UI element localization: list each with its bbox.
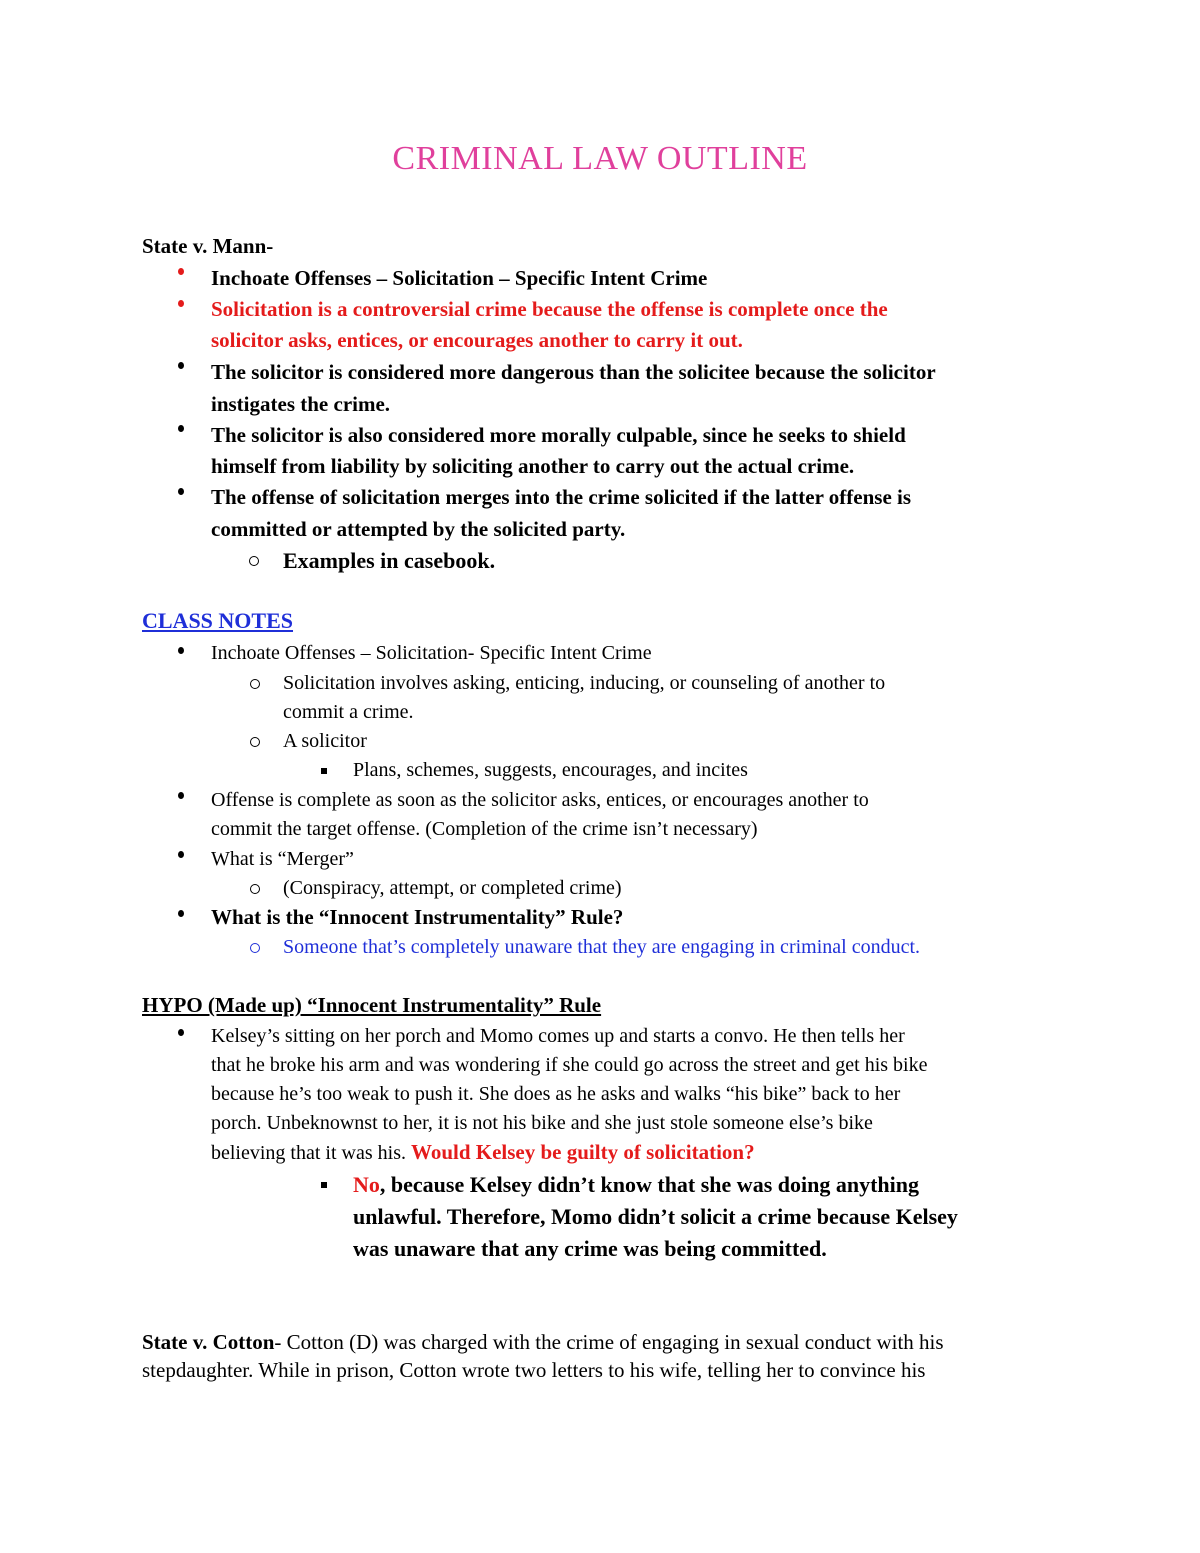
mann-bullet-3-line-1: The solicitor is considered more dangerous than the solicitee because the solicitor bbox=[211, 360, 936, 384]
sub-bullet-circle bbox=[250, 943, 260, 953]
sub-bullet-circle bbox=[250, 737, 260, 747]
mann-bullet-3-line-2: instigates the crime. bbox=[211, 392, 391, 416]
hypo-line-2: that he broke his arm and was wondering if she could go across the street and get his bike bbox=[211, 1054, 928, 1076]
mann-bullet-5-line-1: The offense of solicitation merges into the crime solicited if the latter offense is bbox=[211, 485, 912, 509]
hypo-heading: HYPO (Made up) “Innocent Instrumentality” Rule bbox=[142, 993, 602, 1017]
sub-sub-bullet-square bbox=[321, 1182, 327, 1188]
case-heading-mann: State v. Mann- bbox=[142, 234, 274, 258]
class-notes-heading: CLASS NOTES bbox=[142, 608, 294, 633]
mann-sub-bullet-1: Examples in casebook. bbox=[283, 548, 496, 573]
case-heading-cotton: State v. Cotton bbox=[142, 1330, 275, 1354]
mann-bullet-1: Inchoate Offenses – Solicitation – Specific Intent Crime bbox=[211, 266, 708, 290]
notes-bullet-1-sub-2: A solicitor bbox=[283, 730, 367, 752]
hypo-line-1: Kelsey’s sitting on her porch and Momo comes up and starts a convo. He then tells her bbox=[211, 1025, 905, 1047]
sub-bullet-circle bbox=[250, 884, 260, 894]
notes-bullet-2-line-2: commit the target offense. (Completion of the crime isn’t necessary) bbox=[211, 818, 758, 840]
bullet-dot bbox=[178, 300, 184, 307]
mann-bullet-4-line-2: himself from liability by soliciting another to carry out the actual crime. bbox=[211, 454, 855, 478]
mann-bullet-5-line-2: committed or attempted by the solicited party. bbox=[211, 517, 626, 541]
notes-bullet-3: What is “Merger” bbox=[211, 848, 354, 870]
hypo-line-5-text: believing that it was his. bbox=[211, 1142, 406, 1164]
notes-bullet-1-sub-1-line-1: Solicitation involves asking, enticing, inducing, or counseling of another to bbox=[283, 672, 886, 694]
notes-bullet-1: Inchoate Offenses – Solicitation- Specific Intent Crime bbox=[211, 642, 652, 664]
bullet-dot bbox=[178, 488, 184, 495]
mann-bullet-2-line-1: Solicitation is a controversial crime because the offense is complete once the bbox=[211, 297, 888, 321]
hypo-line-4: porch. Unbeknownst to her, it is not his bike and she just stole someone else’s bike bbox=[211, 1112, 873, 1134]
sub-bullet-circle bbox=[250, 679, 260, 689]
notes-bullet-4-sub-1: Someone that’s completely unaware that they are engaging in criminal conduct. bbox=[283, 936, 921, 958]
hypo-answer-line-3: was unaware that any crime was being committed. bbox=[353, 1236, 827, 1261]
bullet-dot bbox=[178, 647, 184, 654]
hypo-answer-line-1-text: , because Kelsey didn’t know that she was doing anything bbox=[379, 1172, 919, 1197]
sub-sub-bullet-square bbox=[321, 768, 327, 774]
hypo-line-5 bbox=[211, 1138, 755, 1168]
cotton-line-1-text: - Cotton (D) was charged with the crime of engaging in sexual conduct with his bbox=[274, 1330, 944, 1354]
hypo-answer-no: No bbox=[353, 1172, 380, 1197]
bullet-dot bbox=[178, 362, 184, 369]
hypo-answer-line-2: unlawful. Therefore, Momo didn’t solicit a crime because Kelsey bbox=[353, 1204, 958, 1229]
hypo-question: Would Kelsey be guilty of solicitation? bbox=[410, 1140, 755, 1164]
notes-bullet-4: What is the “Innocent Instrumentality” Rule? bbox=[211, 905, 624, 929]
bullet-dot bbox=[178, 268, 184, 275]
hypo-answer-line-1 bbox=[353, 1169, 919, 1200]
bullet-dot bbox=[178, 851, 184, 858]
notes-bullet-2-line-1: Offense is complete as soon as the solicitor asks, entices, or encourages another to bbox=[211, 789, 869, 811]
mann-bullet-2-line-2: solicitor asks, entices, or encourages another to carry it out. bbox=[211, 328, 743, 352]
bullet-dot bbox=[178, 425, 184, 432]
bullet-dot bbox=[178, 910, 184, 917]
notes-bullet-1-sub-1-line-2: commit a crime. bbox=[283, 701, 414, 723]
hypo-line-3: because he’s too weak to push it. She does as he asks and walks “his bike” back to her bbox=[211, 1083, 901, 1105]
cotton-line-1 bbox=[142, 1328, 944, 1357]
bullet-dot bbox=[178, 1029, 184, 1036]
mann-bullet-4-line-1: The solicitor is also considered more morally culpable, since he seeks to shield bbox=[211, 423, 906, 447]
bullet-dot bbox=[178, 792, 184, 799]
sub-bullet-circle bbox=[249, 556, 259, 566]
notes-bullet-3-sub-1: (Conspiracy, attempt, or completed crime) bbox=[283, 877, 622, 899]
cotton-line-2: stepdaughter. While in prison, Cotton wrote two letters to his wife, telling her to convince his bbox=[142, 1358, 926, 1382]
notes-bullet-1-sub-2-item-1: Plans, schemes, suggests, encourages, and incites bbox=[353, 759, 748, 781]
document-title: CRIMINAL LAW OUTLINE bbox=[392, 140, 808, 177]
